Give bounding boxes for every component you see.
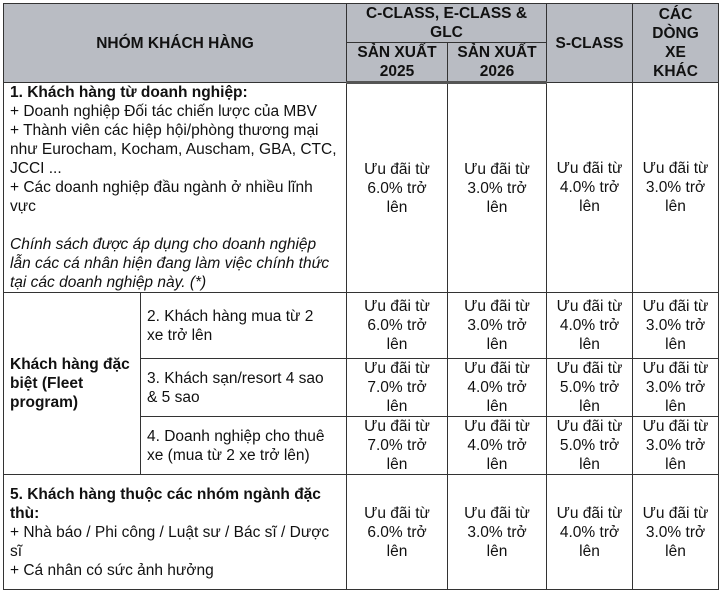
value-cell: Ưu đãi từ 3.0% trở lên xyxy=(633,417,719,475)
row-bullet: + Nhà báo / Phi công / Luật sư / Bác sĩ / Dược sĩ xyxy=(10,523,330,560)
header-production-2025: SẢN XUẤT 2025 xyxy=(347,43,448,83)
header-ce-glc: C-CLASS, E-CLASS & GLC xyxy=(347,4,547,43)
table-row-fleet-2 xyxy=(4,293,719,359)
value-cell: Ưu đãi từ 3.0% trở lên xyxy=(633,359,719,417)
row-bullet: + Các doanh nghiệp đầu ngành ở nhiều lĩnh vực xyxy=(10,179,313,215)
value-cell: Ưu đãi từ 3.0% trở lên xyxy=(448,83,547,293)
header-other-models: CÁC DÒNG XE KHÁC xyxy=(633,4,719,83)
value-cell: Ưu đãi từ 6.0% trở lên xyxy=(347,83,448,293)
header-production-2026: SẢN XUẤT 2026 xyxy=(448,43,547,83)
value-cell: Ưu đãi từ 7.0% trở lên xyxy=(347,417,448,475)
special-professions-description xyxy=(4,475,347,590)
header-customer-group: NHÓM KHÁCH HÀNG xyxy=(4,4,347,83)
value-cell: Ưu đãi từ 3.0% trở lên xyxy=(633,83,719,293)
row-bullet: + Thành viên các hiệp hội/phòng thương mại như Eurocham, Kocham, Auscham, GBA, CTC, JCCI ... xyxy=(10,122,337,177)
value-cell: Ưu đãi từ 4.0% trở lên xyxy=(448,417,547,475)
value-cell: Ưu đãi từ 6.0% trở lên xyxy=(347,293,448,359)
value-cell: Ưu đãi từ 4.0% trở lên xyxy=(547,293,633,359)
value-cell: Ưu đãi từ 7.0% trở lên xyxy=(347,359,448,417)
value-cell: Ưu đãi từ 4.0% trở lên xyxy=(547,475,633,590)
row-note: Chính sách được áp dụng cho doanh nghiệp lẫn các cá nhân hiện đang làm việc chính thức tại các doanh nghiệp này. (*) xyxy=(10,236,330,291)
fleet-program-label: Khách hàng đặc biệt (Fleet program) xyxy=(4,293,141,475)
promo-table xyxy=(3,3,719,590)
value-cell: Ưu đãi từ 6.0% trở lên xyxy=(347,475,448,590)
value-cell: Ưu đãi từ 5.0% trở lên xyxy=(547,359,633,417)
value-cell: Ưu đãi từ 5.0% trở lên xyxy=(547,417,633,475)
table-row-special-professions xyxy=(4,475,719,590)
fleet-item-label: 4. Doanh nghiệp cho thuê xe (mua từ 2 xe trở lên) xyxy=(141,417,347,475)
row-bullet: + Doanh nghiệp Đối tác chiến lược của MBV xyxy=(10,103,318,120)
row-title: 5. Khách hàng thuộc các nhóm ngành đặc thù: xyxy=(10,485,321,522)
value-cell: Ưu đãi từ 3.0% trở lên xyxy=(448,475,547,590)
value-cell: Ưu đãi từ 4.0% trở lên xyxy=(547,83,633,293)
fleet-item-label: 3. Khách sạn/resort 4 sao & 5 sao xyxy=(141,359,347,417)
value-cell: Ưu đãi từ 4.0% trở lên xyxy=(448,359,547,417)
value-cell: Ưu đãi từ 3.0% trở lên xyxy=(448,293,547,359)
row-bullet: + Cá nhân có sức ảnh hưởng xyxy=(10,561,214,579)
header-s-class: S-CLASS xyxy=(547,4,633,83)
table-row-enterprise xyxy=(4,83,719,293)
value-cell: Ưu đãi từ 3.0% trở lên xyxy=(633,475,719,590)
value-cell: Ưu đãi từ 3.0% trở lên xyxy=(633,293,719,359)
row-title: 1. Khách hàng từ doanh nghiệp: xyxy=(10,84,248,101)
fleet-item-label: 2. Khách hàng mua từ 2 xe trở lên xyxy=(141,293,347,359)
enterprise-description xyxy=(4,83,347,293)
